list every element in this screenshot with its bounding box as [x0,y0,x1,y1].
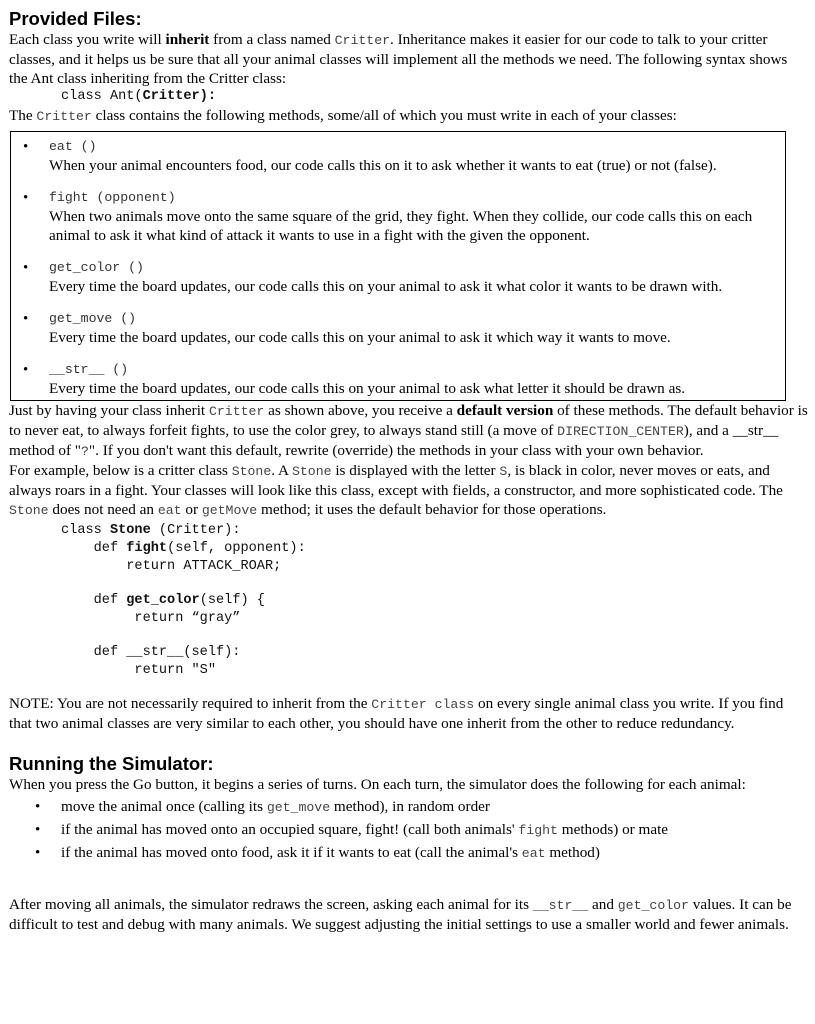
method-description: Every time the board updates, our code calls this on your animal to ask it what color it wants to be drawn with. [49,278,723,295]
code-line: def get_color(self) { [61,593,265,608]
bullet-icon: • [23,311,29,327]
contains-paragraph: The Critter class contains the following methods, some/all of which you must write in each of your classes: [9,107,677,124]
method-description: Every time the board updates, our code calls this on your animal to ask it which way it wants to move. [49,329,671,346]
code-line: return ATTACK_ROAR; [61,559,282,574]
document-page [9,8,809,934]
bullet-icon: • [35,798,41,815]
method-description: Every time the board updates, our code calls this on your animal to ask what letter it should be drawn as. [49,380,686,397]
example-paragraph: For example, below is a critter class Stone. A Stone is displayed with the letter S, is black in color, never moves or eats, and always roars in a fight. Your classes will look like this class, except with fields, a constructor, and more sophisticated code. The Stone does not need an eat or getMove method; it uses the default behavior for those operations. [9,462,783,518]
note-paragraph: NOTE: You are not necessarily required to inherit from the Critter class on every single animal class you write. If you find that two animal classes are very similar to each other, you should have one inherit from the other to reduce redundancy. [9,695,784,732]
simulator-steps-list [9,796,809,865]
bullet-icon: • [23,260,29,276]
method-name: get_move () [49,311,137,326]
after-moving-paragraph: After moving all animals, the simulator redraws the screen, asking each animal for its __str__ and get_color values. It can be difficult to test and debug with many animals. We suggest adjusting the initial settings to use a smaller world and fewer animals. [9,896,792,933]
code-line: def fight(self, opponent): [61,541,306,556]
method-name: __str__ () [49,362,129,377]
method-name: get_color () [49,260,144,275]
default-behavior-paragraph: Just by having your class inherit Critter as shown above, you receive a default version of these methods. The default behavior is to never eat, to always forfeit fights, to use the color grey, to always stand still (a move of DIRECTION_CENTER), and a __str__ method of "?". If you don't want this default, rewrite (override) the methods in your class with your own behavior. [9,402,808,459]
ant-syntax-code: class Ant(Critter): [61,89,217,104]
code-line: return "S" [61,663,216,678]
method-item-fight [11,189,785,245]
method-item-eat [11,138,785,175]
intro-paragraph: Each class you write will inherit from a class named Critter. Inheritance makes it easier for our code to talk to your critter classes, and it helps us be sure that all your animal classes will implement all the methods we need. The following syntax shows the Ant class inheriting from the Critter class: [9,31,788,87]
method-name: eat () [49,139,97,154]
method-name: fight (opponent) [49,190,176,205]
method-item-get-color [11,259,785,296]
method-description: When your animal encounters food, our code calls this on it to ask whether it wants to eat (true) or not (false). [49,157,717,174]
methods-box [10,131,786,401]
list-item: • move the animal once (calling its get_move method), in random order [9,796,809,819]
bullet-icon: • [23,362,29,378]
code-line: class Stone (Critter): [61,523,241,538]
method-item-str [11,361,785,398]
bullet-icon: • [23,139,29,155]
code-line: def __str__(self): [61,645,241,660]
stone-class-code [9,522,809,680]
running-intro: When you press the Go button, it begins a series of turns. On each turn, the simulator does the following for each animal: [9,776,746,793]
method-item-get-move [11,310,785,347]
code-line: return “gray” [61,611,241,626]
provided-files-heading: Provided Files: [9,8,142,29]
bullet-icon: • [35,821,41,838]
list-item: • if the animal has moved onto an occupied square, fight! (call both animals' fight methods) or mate [9,819,809,842]
running-simulator-heading: Running the Simulator: [9,753,214,774]
method-description: When two animals move onto the same square of the grid, they fight. When they collide, our code calls this on each animal to ask it what kind of attack it wants to use in a fight with the given the opponent. [49,208,753,244]
list-item: • if the animal has moved onto food, ask it if it wants to eat (call the animal's eat method) [9,842,809,865]
bullet-icon: • [35,844,41,861]
bullet-icon: • [23,190,29,206]
